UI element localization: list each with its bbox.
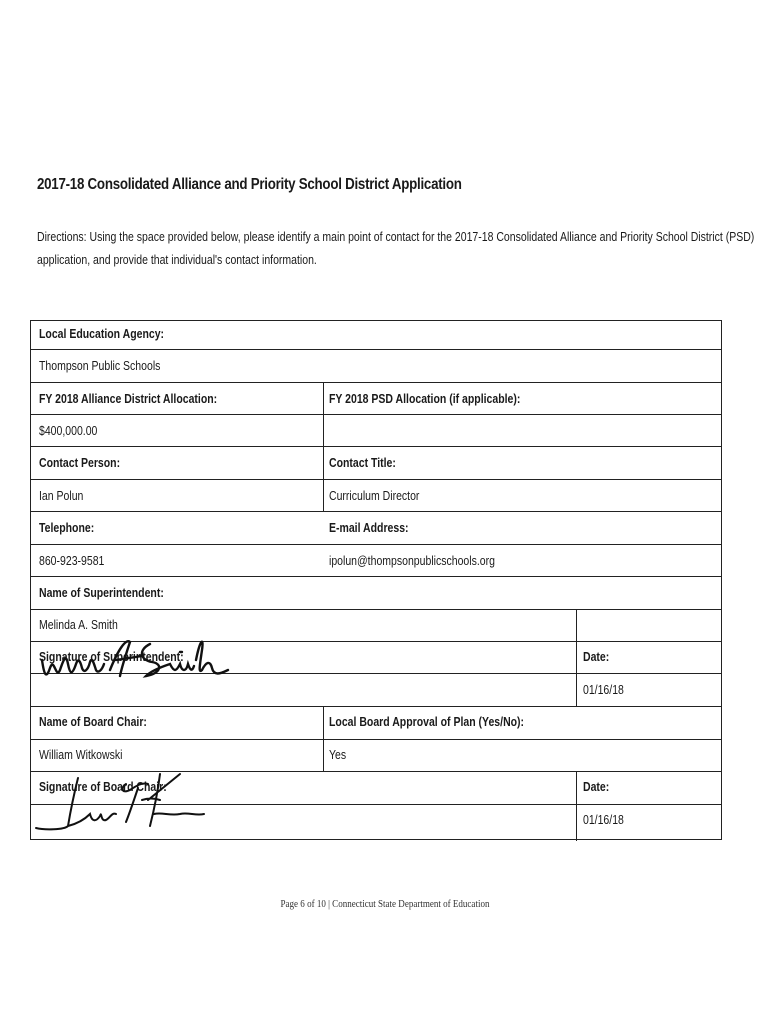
alliance-allocation-label: FY 2018 Alliance District Allocation: [39, 392, 218, 406]
lea-value: Thompson Public Schools [39, 359, 161, 373]
email-value: ipolun@thompsonpublicschools.org [329, 554, 495, 568]
contact-title-label: Contact Title: [329, 456, 396, 470]
alliance-allocation-value: $400,000.00 [39, 424, 98, 438]
board-approval-label: Local Board Approval of Plan (Yes/No): [329, 715, 525, 729]
psd-allocation-label: FY 2018 PSD Allocation (if applicable): [329, 392, 521, 406]
board-chair-name-label: Name of Board Chair: [39, 715, 147, 729]
superintendent-name-label: Name of Superintendent: [39, 586, 164, 600]
lea-label: Local Education Agency: [39, 327, 165, 341]
directions-line-1: Directions: Using the space provided below, please identify a main point of contact for the 2017-18 Consolidated Alliance and Priority School District (PSD) [37, 230, 755, 244]
board-approval-value: Yes [329, 748, 347, 762]
superintendent-name-value: Melinda A. Smith [39, 618, 118, 632]
directions-line-2: application, and provide that individual's contact information. [37, 253, 317, 267]
contact-title-value: Curriculum Director [329, 489, 420, 503]
page-footer: Page 6 of 10 | Connecticut State Department of Education [280, 898, 490, 910]
telephone-label: Telephone: [39, 521, 95, 535]
document-title: 2017-18 Consolidated Alliance and Priority School District Application [37, 176, 462, 193]
board-chair-name-value: William Witkowski [39, 748, 123, 762]
board-chair-date-value: 01/16/18 [583, 813, 624, 827]
email-label: E-mail Address: [329, 521, 409, 535]
superintendent-signature-label: Signature of Superintendent: [39, 650, 184, 664]
telephone-value: 860-923-9581 [39, 554, 105, 568]
directions [37, 226, 755, 272]
superintendent-signature-drawing [30, 630, 230, 688]
contact-person-value: Ian Polun [39, 489, 84, 503]
board-chair-date-label: Date: [583, 780, 610, 794]
board-chair-signature-label: Signature of Board Chair: [39, 780, 167, 794]
board-chair-signature-drawing [30, 770, 210, 840]
contact-form-table [30, 320, 722, 840]
contact-person-label: Contact Person: [39, 456, 121, 470]
superintendent-date-label: Date: [583, 650, 610, 664]
superintendent-date-value: 01/16/18 [583, 683, 624, 697]
